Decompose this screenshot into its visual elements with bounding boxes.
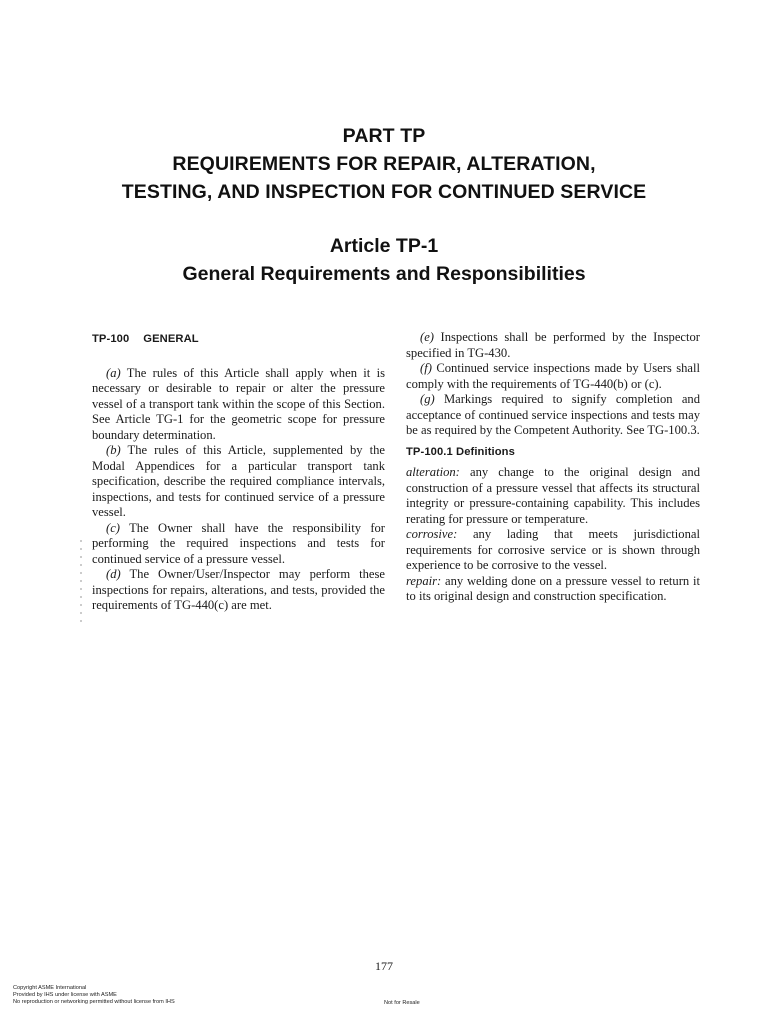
definition-term: repair: <box>406 573 442 588</box>
paragraph-text: The Owner shall have the responsibility for performing the required inspections and tests for continued service of a pressure vessel. <box>92 520 386 566</box>
paragraph-text: Continued service inspections made by Users shall comply with the requirements of TG-440(b) or (c). <box>406 361 700 391</box>
paragraph-label: (e) <box>420 330 434 344</box>
definition-text: any lading that meets jurisdictional requirements for corrosive service or is shown through experience to be corrosive to the vessel. <box>406 527 700 572</box>
page-number: 177 <box>375 959 393 973</box>
footer-line-3: No reproduction or networking permitted without license from IHS <box>13 999 175 1006</box>
not-for-resale-notice: Not for Resale <box>384 1000 420 1006</box>
paragraph-text: Inspections shall be performed by the Inspector specified in TG-430. <box>406 330 700 360</box>
part-title: PART TP <box>342 125 426 147</box>
paragraph-label: (f) <box>420 361 432 375</box>
section-heading-definitions: TP-100.1 Definitions <box>406 445 515 458</box>
paragraph-e <box>406 330 700 361</box>
paragraph-c <box>92 521 385 568</box>
article-number: Article TP-1 <box>329 235 439 257</box>
paragraph-label: (a) <box>106 365 121 380</box>
section-heading-tp100 <box>92 332 385 348</box>
paragraph-f <box>406 361 700 392</box>
definition-text: any welding done on a pressure vessel to return it to its original design and construction specification. <box>406 573 700 603</box>
paragraph-label: (d) <box>106 567 121 581</box>
section-number: TP-100 <box>92 333 130 345</box>
paragraph-text: The Owner/User/Inspector may perform these inspections for repairs, alterations, and tests, provided the requirements of TG-440(c) are met. <box>92 567 386 612</box>
paragraph-text: The rules of this Article shall apply when it is necessary or desirable to repair or alter the pressure vessel of a transport tank within the scope of this Section. See Article TG-1 for the geometric scope for pressure boundary determination. <box>92 365 386 442</box>
definition-alteration <box>406 465 700 527</box>
left-column <box>92 330 385 614</box>
definition-term: alteration: <box>406 465 460 479</box>
paragraph-label: (b) <box>106 443 121 457</box>
paragraph-d <box>92 567 385 614</box>
footer-line-1: Copyright ASME International <box>13 985 87 991</box>
part-subtitle-line-2: TESTING, AND INSPECTION FOR CONTINUED SERVICE <box>121 181 647 203</box>
paragraph-b <box>92 443 385 521</box>
part-subtitle-line-1: REQUIREMENTS FOR REPAIR, ALTERATION, <box>172 153 596 175</box>
right-column <box>406 330 700 605</box>
paragraph-a <box>92 366 385 444</box>
paragraph-text: Markings required to signify completion and acceptance of continued service inspections and tests may be as required by the Competent Authority. See TG-100.3. <box>406 392 700 437</box>
definition-text: any change to the original design and construction of a pressure vessel that affects its structural integrity or pressure-containing capability. This includes rerating for pressure or temperature. <box>406 465 700 526</box>
copyright-footer <box>13 985 175 1007</box>
footer-line-2: Provided by IHS under license with ASME <box>13 992 117 999</box>
paragraph-text: The rules of this Article, supplemented by the Modal Appendices for a particular transport tank specification, describe the required compliance intervals, inspections, and tests for continued service of a pressure vessel. <box>92 443 385 519</box>
part-title-block <box>0 122 768 206</box>
definition-term: corrosive: <box>406 527 458 541</box>
revision-change-bar <box>78 540 84 628</box>
definition-repair <box>406 574 700 605</box>
paragraph-label: (c) <box>106 520 120 535</box>
section-title: GENERAL <box>143 333 199 345</box>
paragraph-label: (g) <box>420 392 435 406</box>
article-name: General Requirements and Responsibilities <box>182 263 586 285</box>
paragraph-g <box>406 392 700 439</box>
definition-corrosive <box>406 527 700 574</box>
article-title-block <box>0 232 768 288</box>
